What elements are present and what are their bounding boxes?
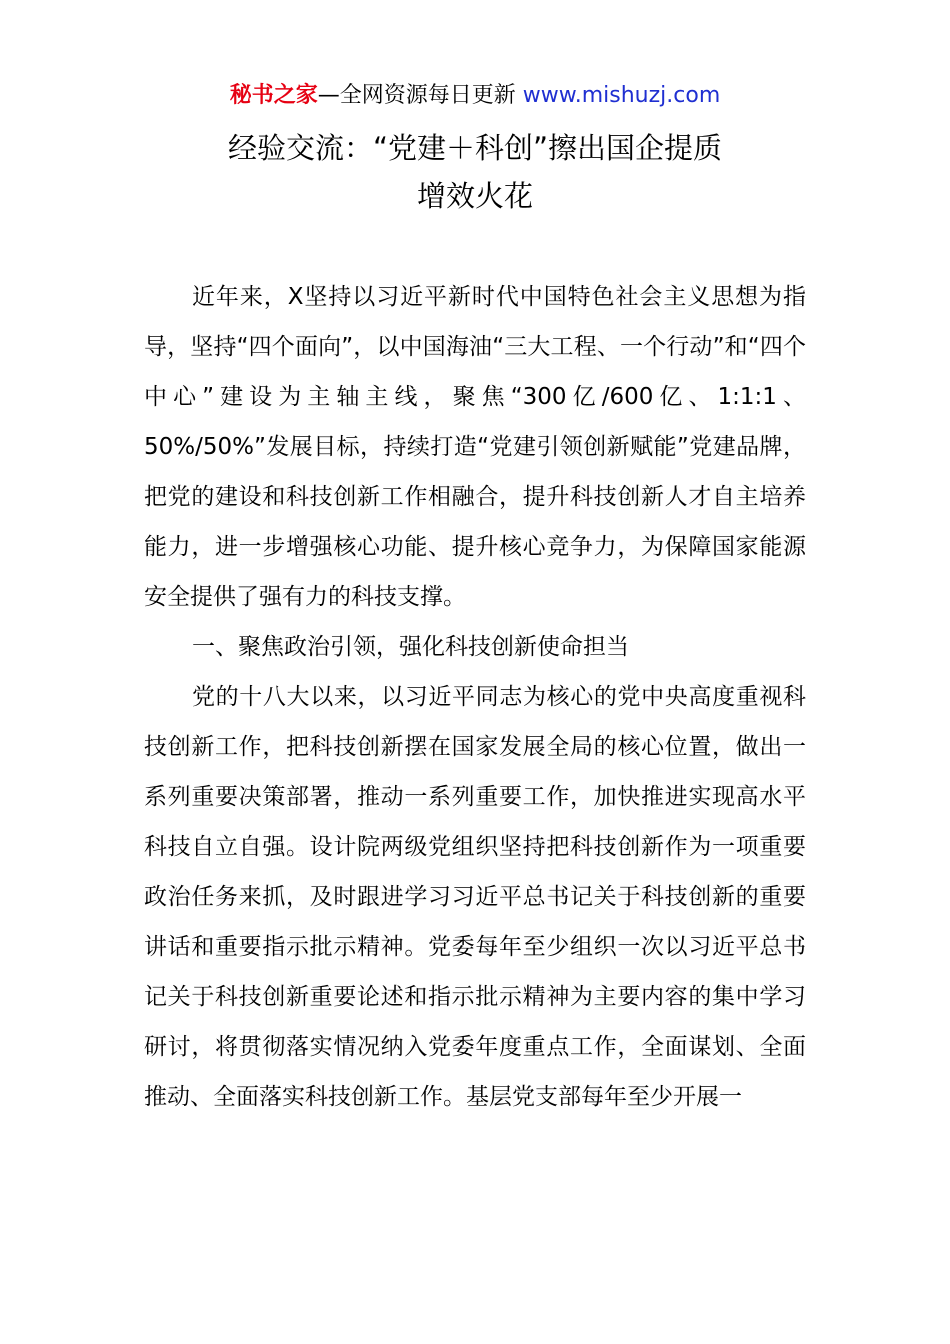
site-name: 秘书之家	[229, 83, 318, 108]
section-heading-1: 一、聚焦政治引领，强化科技创新使命担当	[192, 634, 629, 660]
title-line-1: 经验交流：“党建＋科创”擦出国企提质	[227, 131, 723, 165]
site-tagline: —全网资源每日更新	[317, 83, 516, 108]
title-line-2: 增效火花	[416, 179, 533, 213]
body-paragraph-1: 近年来，X坚持以习近平新时代中国特色社会主义思想为指导，坚持“四个面向”，以中国海油“三大工程、一个行动”和“四个中心”建设为主轴主线，聚焦“300亿/600亿、1:1:1、50%/50%”发展目标，持续打造“党建引领创新赋能”党建品牌，把党的建设和科技创新工作相融合，提升科技创新人才自主培养能力，进一步增强核心功能、提升核心竞争力，为保障国家能源安全提供了强有力的科技支撑。	[144, 284, 806, 610]
document-title	[0, 124, 950, 220]
site-header	[0, 80, 950, 112]
site-url-link[interactable]: www.mishuzj.com	[522, 83, 721, 108]
body-paragraph-2: 党的十八大以来，以习近平同志为核心的党中央高度重视科技创新工作，把科技创新摆在国家发展全局的核心位置，做出一系列重要决策部署，推动一系列重要工作，加快推进实现高水平科技自立自强。设计院两级党组织坚持把科技创新作为一项重要政治任务来抓，及时跟进学习习近平总书记关于科技创新的重要讲话和重要指示批示精神。党委每年至少组织一次以习近平总书记关于科技创新重要论述和指示批示精神为主要内容的集中学习研讨，将贯彻落实情况纳入党委年度重点工作，全面谋划、全面推动、全面落实科技创新工作。基层党支部每年至少开展一	[144, 684, 806, 1110]
document-body	[144, 272, 806, 1122]
